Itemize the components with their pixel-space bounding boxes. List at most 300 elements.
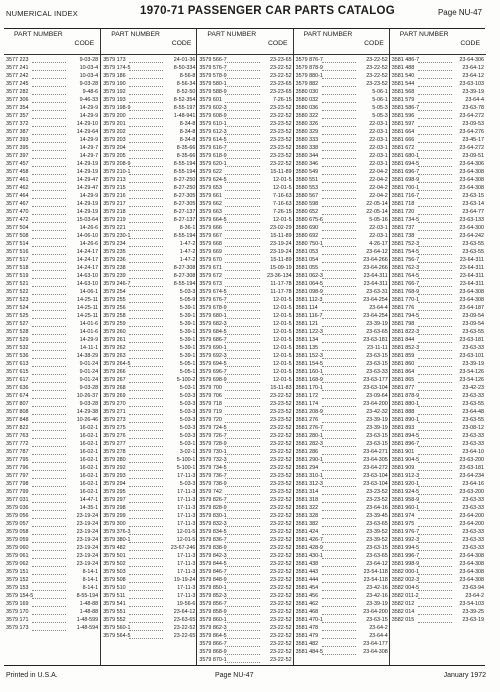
- part-number-header: PART NUMBER: [207, 31, 257, 38]
- part-code: 5-100-1: [176, 457, 196, 463]
- part-code: 9-48-6: [82, 89, 99, 95]
- dot-leader: [418, 144, 452, 151]
- dot-leader: [32, 496, 66, 503]
- index-row: [103, 224, 195, 232]
- dot-leader: [32, 288, 66, 295]
- part-number: 3581 893: [391, 425, 415, 431]
- part-code: 16-02-1: [79, 433, 99, 439]
- index-row: [199, 464, 291, 472]
- dot-leader: [129, 624, 163, 631]
- dot-leader: [322, 472, 356, 479]
- dot-leader: [129, 368, 163, 375]
- index-row: [296, 560, 388, 568]
- part-number: 3577 763: [6, 433, 29, 439]
- index-row: [6, 456, 98, 464]
- part-code: 23-63-65: [366, 521, 388, 527]
- part-number: 3579 210-1: [103, 169, 131, 175]
- dot-leader: [32, 168, 66, 175]
- dot-leader: [418, 192, 452, 199]
- index-row: [296, 608, 388, 616]
- dot-leader: [129, 520, 163, 527]
- part-code: 14-29-64: [76, 129, 99, 135]
- part-code: 23-63-19: [462, 617, 484, 623]
- dot-leader: [32, 456, 66, 463]
- code-header: CODE: [74, 40, 95, 47]
- part-number: 3577 798: [6, 481, 29, 487]
- part-code: 23-63-33: [462, 345, 484, 351]
- index-row: [199, 496, 291, 504]
- dot-leader: [225, 472, 259, 479]
- page-title: 1970-71 PASSENGER CAR PARTS CATALOG: [140, 5, 396, 17]
- dot-leader: [129, 440, 163, 447]
- part-code: 23-63-177: [363, 377, 388, 383]
- dot-leader: [418, 160, 452, 167]
- part-code: 23-64-187: [459, 305, 484, 311]
- index-row: [392, 464, 484, 472]
- index-row: [6, 624, 98, 632]
- part-number: 3581 328: [295, 513, 319, 519]
- part-number: 3577 508: [6, 233, 29, 239]
- part-number: 3577 519: [6, 273, 29, 279]
- part-number: 3579 260: [103, 329, 126, 335]
- dot-leader: [418, 208, 452, 215]
- index-row: [6, 440, 98, 448]
- index-row: [199, 256, 291, 264]
- dot-leader: [225, 416, 259, 423]
- index-row: [6, 408, 98, 416]
- index-row: [392, 384, 484, 392]
- part-number: 3577 393: [6, 137, 29, 143]
- part-code: 23-39-19: [462, 89, 484, 95]
- part-number: 3579 848-9: [199, 577, 227, 583]
- dot-leader: [32, 608, 66, 615]
- index-row: [392, 152, 484, 160]
- index-row: [199, 200, 291, 208]
- part-number: 3577 807: [6, 401, 29, 407]
- dot-leader: [32, 408, 66, 415]
- index-row: [103, 368, 195, 376]
- part-number: 3579 193: [103, 97, 126, 103]
- index-row: [6, 152, 98, 160]
- dot-leader: [418, 376, 452, 383]
- part-code: 11-17-78: [270, 281, 292, 287]
- part-code: 23-63-15: [366, 353, 388, 359]
- part-code: 23-64-311: [363, 273, 388, 279]
- part-number: 3579 173: [6, 625, 29, 631]
- dot-leader: [418, 472, 452, 479]
- index-row: [392, 88, 484, 96]
- dot-leader: [32, 360, 66, 367]
- dot-leader: [322, 80, 356, 87]
- part-number: 3580 692: [295, 233, 319, 239]
- index-row: [6, 312, 98, 320]
- part-number: 3579 718: [199, 401, 222, 407]
- part-code: 23-63-33: [462, 393, 484, 399]
- dot-leader: [129, 256, 163, 263]
- part-code: 23-23-65: [269, 57, 292, 63]
- part-code: 23-19-24: [76, 513, 99, 519]
- part-number: 3579 612-3: [199, 129, 227, 135]
- index-row: [392, 104, 484, 112]
- part-number: 3579 256: [103, 305, 126, 311]
- dot-leader: [225, 264, 259, 271]
- index-row: [6, 328, 98, 336]
- part-number: 3579 666: [199, 225, 222, 231]
- dot-leader: [322, 360, 356, 367]
- part-code: 17-11-3: [177, 497, 196, 503]
- part-number: 3577 527: [6, 321, 29, 327]
- dot-leader: [225, 512, 259, 519]
- dot-leader: [129, 408, 163, 415]
- index-row: [103, 184, 195, 192]
- part-code: 23-19-24: [76, 553, 99, 559]
- part-number: 3581 444: [295, 577, 319, 583]
- index-row: [103, 160, 195, 168]
- dot-leader: [129, 336, 163, 343]
- index-row: [103, 400, 195, 408]
- dot-leader: [322, 520, 356, 527]
- index-row: [296, 488, 388, 496]
- dot-leader: [129, 376, 163, 383]
- part-code: 14-01-6: [79, 329, 99, 335]
- part-number: 3577 615: [6, 369, 29, 375]
- part-number: 3581 798: [391, 321, 415, 327]
- part-number: 3581 864: [391, 369, 415, 375]
- part-number: 3581 756-7: [391, 257, 420, 263]
- part-number: 3579 203: [103, 137, 126, 143]
- dot-leader: [322, 640, 356, 647]
- dot-leader: [322, 288, 356, 295]
- index-row: [6, 384, 98, 392]
- index-row: [6, 360, 98, 368]
- dot-leader: [418, 520, 452, 527]
- part-code: 23-22-52: [269, 633, 292, 639]
- part-number: 3579 580-1: [199, 81, 227, 87]
- dot-leader: [322, 56, 356, 63]
- part-number: 3579 057: [6, 521, 29, 527]
- part-code: 23-64-311: [459, 257, 484, 263]
- part-code: 23-19-24: [76, 529, 99, 535]
- dot-leader: [32, 568, 66, 575]
- index-row: [199, 472, 291, 480]
- part-code: 17-11-3: [177, 513, 196, 519]
- part-code: 4-26-17: [369, 241, 388, 247]
- part-code: 14-11-1: [80, 345, 99, 351]
- dot-leader: [129, 512, 163, 519]
- dot-leader: [225, 504, 259, 511]
- dot-leader: [418, 136, 452, 143]
- dot-leader: [418, 280, 452, 287]
- part-code: 23-22-52: [269, 113, 292, 119]
- dot-leader: [32, 536, 66, 543]
- part-code: 12-01-5: [272, 177, 292, 183]
- part-number: 3579 230-1: [103, 233, 131, 239]
- dot-leader: [32, 464, 66, 471]
- dot-leader: [418, 536, 452, 543]
- index-row: [103, 344, 195, 352]
- dot-leader: [418, 152, 452, 159]
- part-code: 7-26-15: [272, 97, 292, 103]
- dot-leader: [225, 440, 259, 447]
- index-row: [6, 176, 98, 184]
- part-code: 23-64-311: [459, 281, 484, 287]
- index-row: [103, 448, 195, 456]
- dot-leader: [418, 408, 452, 415]
- part-code: 23-22-52: [269, 553, 292, 559]
- index-row: [103, 248, 195, 256]
- part-code: 23-64-12: [462, 73, 484, 79]
- index-row: [199, 632, 291, 640]
- index-column: [293, 29, 390, 665]
- part-code: 14-29-38: [76, 409, 99, 415]
- part-number: 3581 700-1: [391, 185, 420, 191]
- index-row: [296, 352, 388, 360]
- dot-leader: [129, 464, 163, 471]
- part-number: 3581 290-1: [295, 457, 323, 463]
- part-number: 3581 762-3: [391, 265, 420, 271]
- index-row: [199, 608, 291, 616]
- index-row: [392, 160, 484, 168]
- dot-leader: [225, 56, 259, 63]
- dot-leader: [322, 624, 356, 631]
- part-code: 9-01-24: [79, 377, 99, 383]
- part-code: 15-09-19: [269, 265, 292, 271]
- dot-leader: [225, 528, 259, 535]
- index-row: [392, 272, 484, 280]
- part-number: 3579 700: [199, 385, 222, 391]
- part-code: 23-63-55: [462, 417, 484, 423]
- part-code: 23-64-12: [462, 65, 484, 71]
- dot-leader: [225, 224, 259, 231]
- dot-leader: [225, 200, 259, 207]
- index-row: [296, 480, 388, 488]
- index-row: [103, 264, 195, 272]
- part-code: 14-24-17: [76, 249, 99, 255]
- part-code: 23-64-16: [462, 481, 484, 487]
- part-number: 3581 134: [295, 337, 319, 343]
- part-code: 23-11-11: [367, 345, 388, 351]
- part-code: 23-23-52: [269, 417, 292, 423]
- dot-leader: [322, 648, 356, 655]
- dot-leader: [32, 240, 66, 247]
- part-number: 3577 223: [6, 57, 29, 63]
- dot-leader: [322, 344, 356, 351]
- part-code: 23-23-52: [269, 145, 292, 151]
- part-number: 3581 280-1: [295, 433, 323, 439]
- part-code: 23-39-19: [366, 601, 388, 607]
- part-code: 5-39-1: [179, 321, 196, 327]
- dot-leader: [225, 520, 259, 527]
- part-number: 3581 974: [391, 513, 415, 519]
- part-code: 5-03-1: [179, 441, 196, 447]
- index-row: [199, 112, 291, 120]
- part-number: 3579 850-1: [199, 585, 227, 591]
- part-number: 3581 054: [295, 257, 319, 263]
- part-number: 3581 208-9: [295, 409, 323, 415]
- dot-leader: [322, 64, 356, 71]
- part-code: 23-23-65: [269, 81, 292, 87]
- part-number: 3577 245: [6, 81, 29, 87]
- index-row: [392, 496, 484, 504]
- dot-leader: [225, 560, 259, 567]
- dot-leader: [129, 504, 163, 511]
- index-row: [199, 264, 291, 272]
- part-number: 3581 822-3: [391, 329, 420, 335]
- dot-leader: [322, 104, 356, 111]
- part-number: 3582 014: [391, 609, 415, 615]
- index-row: [199, 456, 291, 464]
- part-number: 3577 462: [6, 185, 29, 191]
- part-number: 3579 255: [103, 297, 126, 303]
- part-number: 3581 860: [391, 361, 415, 367]
- index-row: [392, 336, 484, 344]
- index-row: [199, 120, 291, 128]
- index-row: [392, 192, 484, 200]
- part-code: 23-63-15: [462, 193, 484, 199]
- part-code: 23-64-16: [366, 505, 388, 511]
- index-row: [6, 120, 98, 128]
- index-row: [296, 144, 388, 152]
- dot-leader: [129, 264, 163, 271]
- index-row: [199, 656, 291, 664]
- part-code: 23-42-32: [366, 409, 388, 415]
- index-row: [199, 96, 291, 104]
- dot-leader: [32, 120, 66, 127]
- index-row: [103, 288, 195, 296]
- part-code: 23-22-52: [269, 497, 292, 503]
- part-code: 16-02-1: [79, 449, 99, 455]
- part-number: 3577 536: [6, 353, 29, 359]
- part-number: 3579 268: [103, 385, 126, 391]
- dot-leader: [32, 600, 66, 607]
- index-row: [103, 584, 195, 592]
- part-number-header: PART NUMBER: [399, 31, 449, 38]
- index-row: [296, 536, 388, 544]
- dot-leader: [32, 176, 66, 183]
- dot-leader: [32, 200, 66, 207]
- part-number: 3577 796: [6, 465, 29, 471]
- dot-leader: [32, 344, 66, 351]
- index-row: [6, 552, 98, 560]
- part-code: 23-45-17: [462, 137, 484, 143]
- index-row: [296, 632, 388, 640]
- part-number: 3579 564-5: [103, 633, 131, 639]
- index-row: [199, 136, 291, 144]
- part-code: 23-64-308: [459, 289, 484, 295]
- index-row: [103, 456, 195, 464]
- part-number: 3577 514: [6, 241, 29, 247]
- index-row: [6, 200, 98, 208]
- dot-leader: [225, 248, 259, 255]
- part-code: 23-22-52: [269, 641, 292, 647]
- part-number: 3579 502: [103, 561, 126, 567]
- dot-leader: [129, 344, 163, 351]
- footer-page-number: Page NU-47: [215, 672, 254, 679]
- index-row: [6, 296, 98, 304]
- part-number: 3581 170-1: [295, 385, 323, 391]
- part-code: 23-22-52: [269, 425, 292, 431]
- part-number: 3581 896-7: [391, 441, 420, 447]
- part-code: 23-09-64: [366, 393, 388, 399]
- part-number: 3580 551: [295, 177, 319, 183]
- index-row: [296, 208, 388, 216]
- index-row: [199, 192, 291, 200]
- dot-leader: [418, 608, 452, 615]
- part-number: 3579 686-7: [199, 337, 227, 343]
- index-column: [196, 29, 293, 665]
- index-row: [6, 224, 98, 232]
- part-code: 5-05-3: [372, 105, 388, 111]
- part-code: 23-64-12: [173, 609, 196, 615]
- index-row: [103, 544, 195, 552]
- part-code: 23-63-101: [459, 353, 484, 359]
- index-row: [296, 448, 388, 456]
- dot-leader: [322, 128, 356, 135]
- part-code: 8-55-197: [173, 105, 196, 111]
- part-number: 3581 738: [391, 233, 415, 239]
- part-code: 8-36-1: [179, 225, 196, 231]
- part-number: 3580 333: [295, 137, 319, 143]
- dot-leader: [32, 208, 66, 215]
- part-number: 3581 322: [295, 505, 319, 511]
- part-code: 8-55-194: [76, 593, 99, 599]
- part-code: 23-22-52: [269, 561, 292, 567]
- dot-leader: [322, 376, 356, 383]
- part-code: 23-22-52: [269, 65, 292, 71]
- index-row: [392, 400, 484, 408]
- index-row: [392, 200, 484, 208]
- index-row: [392, 320, 484, 328]
- part-code: 23-64-300: [459, 225, 484, 231]
- part-code: 14-01-6: [79, 321, 99, 327]
- part-code: 23-64-254: [363, 297, 388, 303]
- dot-leader: [418, 272, 452, 279]
- part-number: 3579 826-7: [199, 497, 227, 503]
- dot-leader: [225, 424, 259, 431]
- part-number: 3581 877: [391, 385, 415, 391]
- part-number: 3579 719: [199, 409, 222, 415]
- index-row: [392, 296, 484, 304]
- code-header: CODE: [460, 40, 480, 47]
- part-code: 15-11-89: [270, 233, 292, 239]
- dot-leader: [322, 416, 356, 423]
- part-number: 3579 510: [103, 585, 126, 591]
- part-number: 3579 730-1: [199, 449, 227, 455]
- dot-leader: [129, 160, 163, 167]
- index-row: [392, 576, 484, 584]
- dot-leader: [418, 304, 452, 311]
- index-row: [199, 160, 291, 168]
- dot-leader: [129, 584, 163, 591]
- index-row: [296, 288, 388, 296]
- part-code: 23-63-14: [462, 201, 484, 207]
- dot-leader: [225, 432, 259, 439]
- dot-leader: [32, 376, 66, 383]
- part-number: 3581 579: [391, 97, 415, 103]
- part-number-header: PART NUMBER: [303, 31, 353, 38]
- dot-leader: [418, 512, 452, 519]
- part-code: 22-05-14: [366, 209, 388, 215]
- dot-leader: [32, 544, 66, 551]
- part-number: 3579 254: [103, 289, 126, 295]
- index-row: [296, 384, 388, 392]
- part-code: 24-01-36: [173, 57, 196, 63]
- index-row: [296, 328, 388, 336]
- dot-leader: [322, 200, 356, 207]
- part-number: 3579 866-7: [199, 641, 227, 647]
- part-code: 14-06-1: [79, 289, 99, 295]
- part-code: 23-39-52: [366, 537, 388, 543]
